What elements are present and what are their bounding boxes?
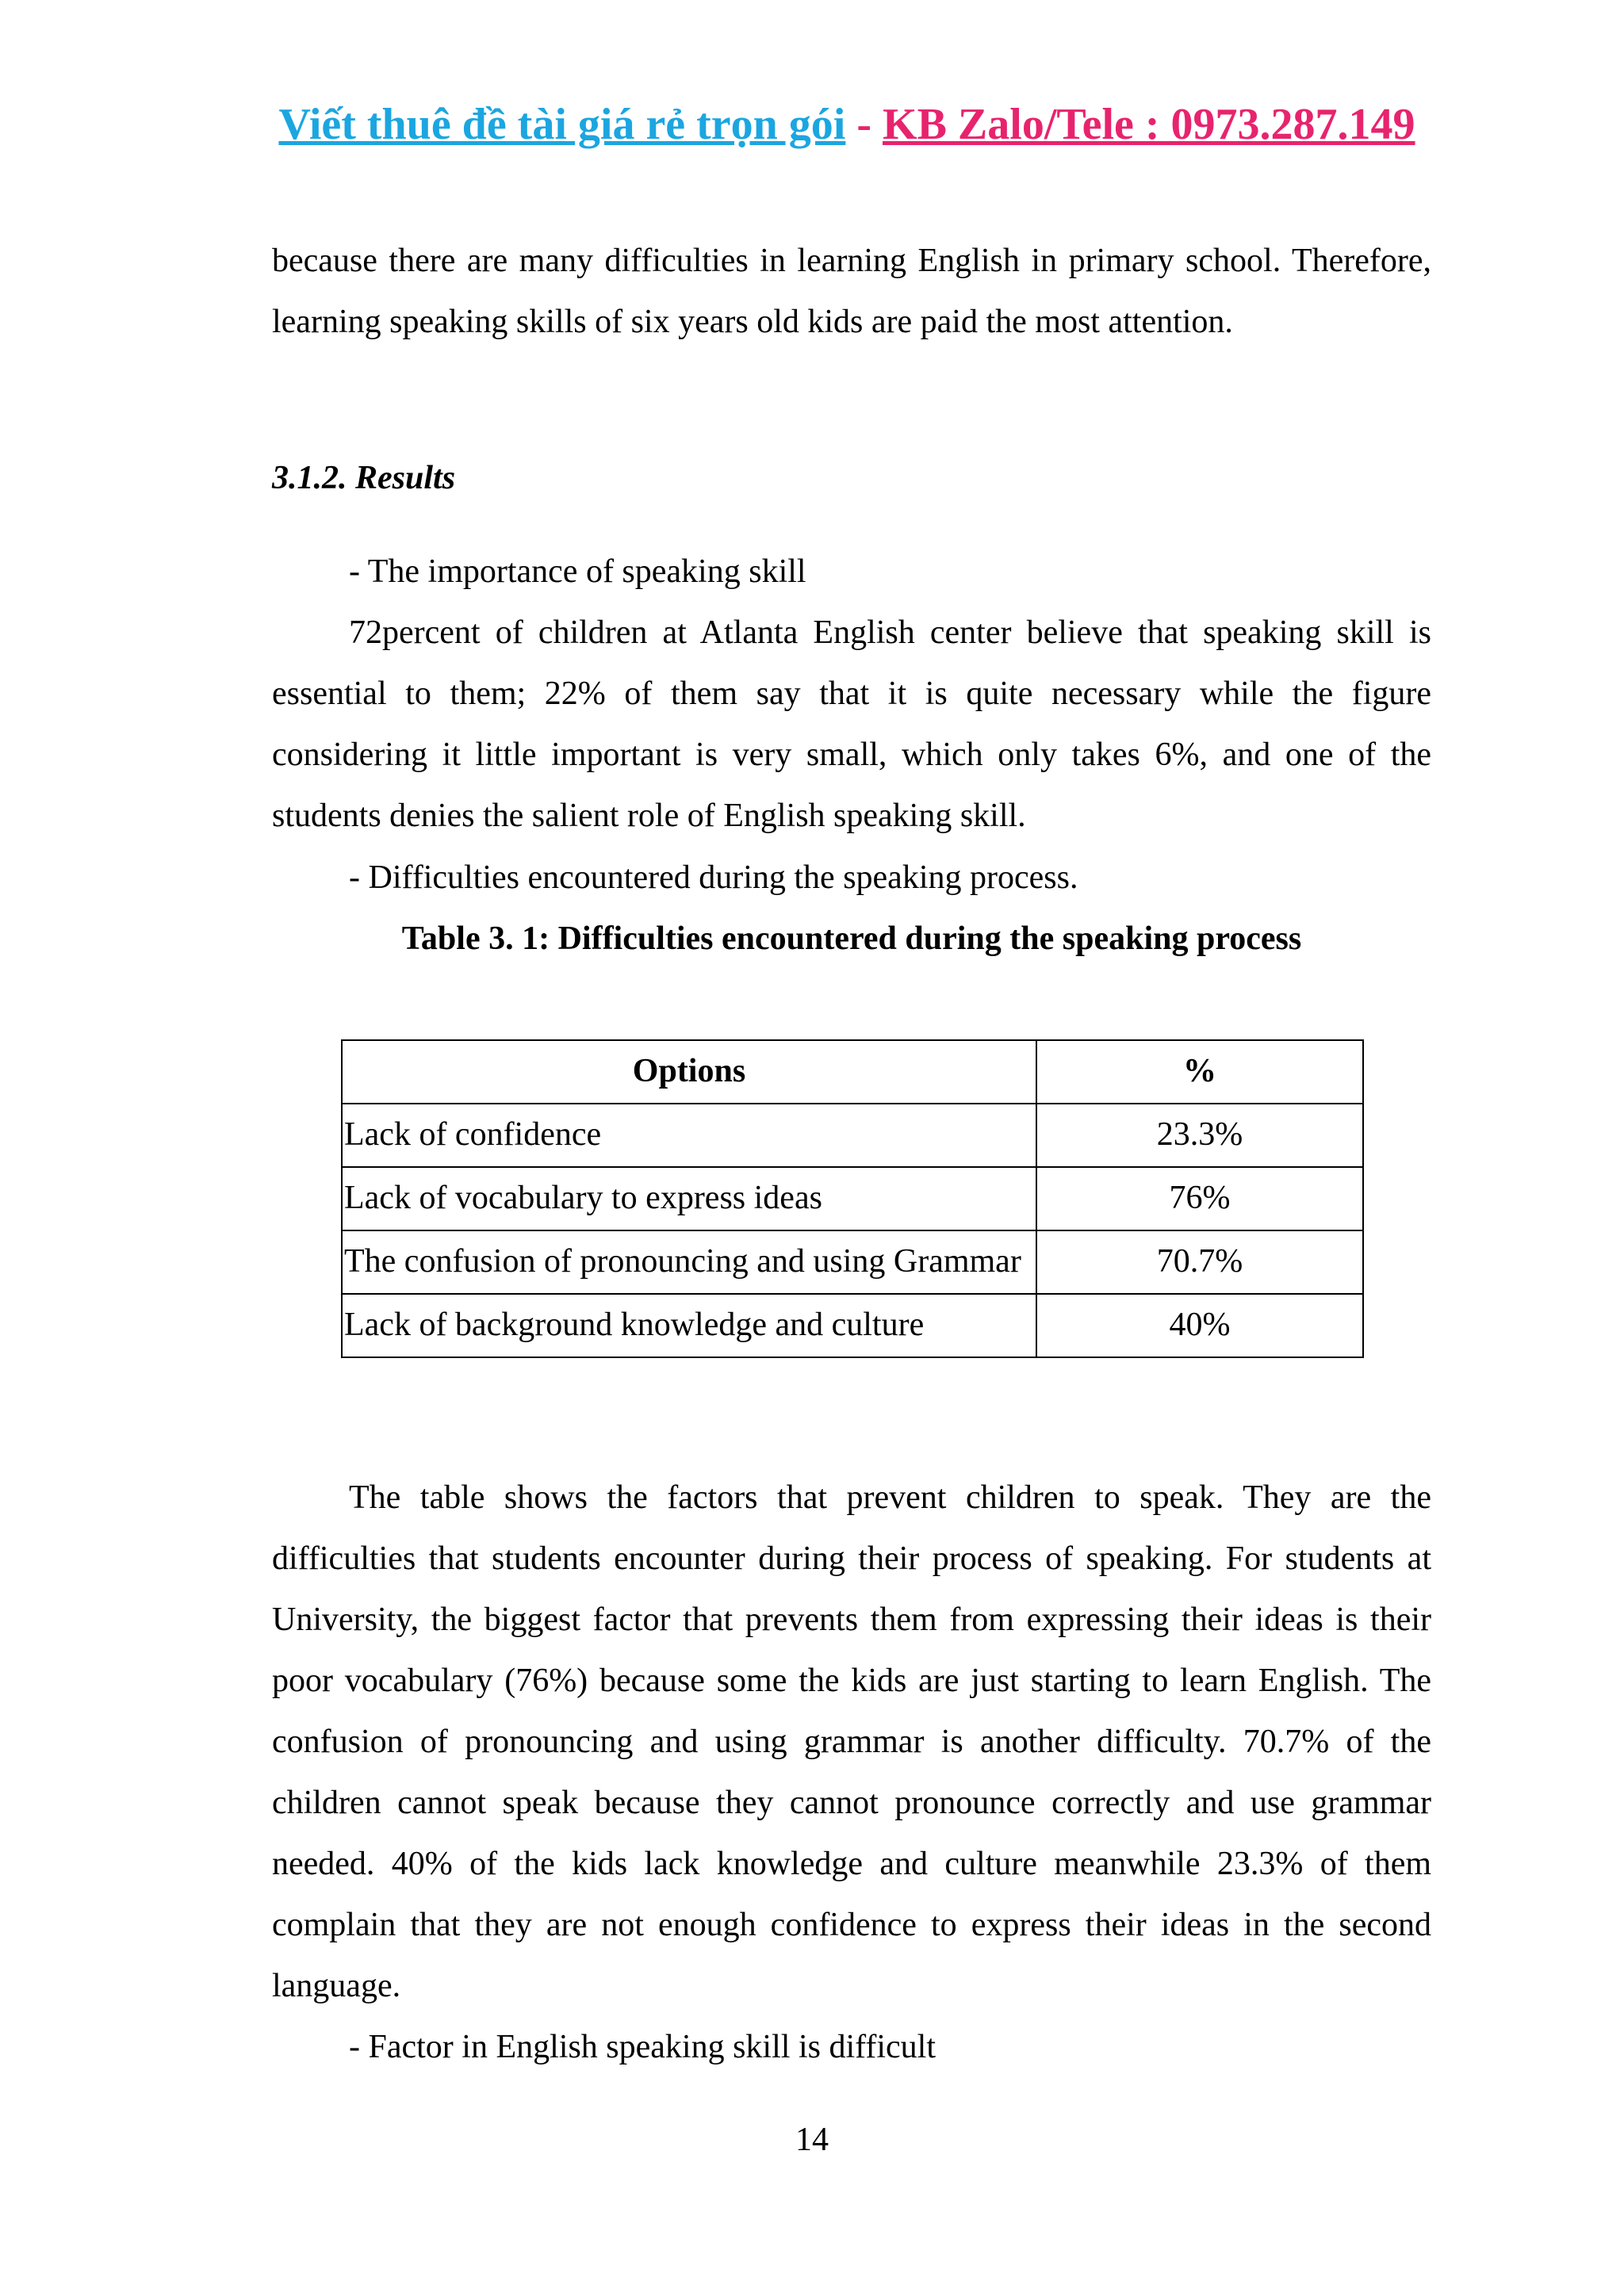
difficulties-table bbox=[341, 1039, 1364, 1358]
percent-cell: 23.3% bbox=[1036, 1104, 1363, 1167]
table-row bbox=[342, 1167, 1363, 1230]
table-caption: Table 3. 1: Difficulties encountered during the speaking process bbox=[401, 920, 1302, 957]
column-header-options: Options bbox=[342, 1040, 1036, 1104]
factor-bullet: - Factor in English speaking skill is difficult bbox=[349, 2029, 936, 2065]
ad-service-link[interactable]: Viết thuê đề tài giá rẻ trọn gói bbox=[278, 100, 846, 149]
importance-bullet: - The importance of speaking skill bbox=[349, 553, 806, 590]
difficulties-bullet: - Difficulties encountered during the speaking process. bbox=[349, 859, 1078, 896]
header-advertisement bbox=[272, 97, 1422, 152]
percent-cell: 40% bbox=[1036, 1294, 1363, 1357]
option-cell: Lack of confidence bbox=[342, 1104, 1036, 1167]
table-row bbox=[342, 1230, 1363, 1294]
percent-cell: 70.7% bbox=[1036, 1230, 1363, 1294]
importance-paragraph: 72percent of children at Atlanta English center believe that speaking skill is essential to them; 22% of them say that it is quite necessary while the figure considering it little important is very small, which only takes 6%, and one of the students denies the salient role of English speaking skill. bbox=[272, 614, 1431, 834]
option-cell: Lack of vocabulary to express ideas bbox=[342, 1167, 1036, 1230]
option-cell: Lack of background knowledge and culture bbox=[342, 1294, 1036, 1357]
column-header-percent: % bbox=[1036, 1040, 1363, 1104]
option-cell: The confusion of pronouncing and using Grammar bbox=[342, 1230, 1036, 1294]
percent-cell: 76% bbox=[1036, 1167, 1363, 1230]
analysis-paragraph: The table shows the factors that prevent children to speak. They are the difficulties that students encounter during their process of speaking. For students at University, the biggest factor that prevents them from expressing their ideas is their poor vocabulary (76%) because some the kids are just starting to learn English. The confusion of pronouncing and using grammar is another difficulty. 70.7% of the children cannot speak because they cannot pronounce correctly and use grammar needed. 40% of the kids lack knowledge and culture meanwhile 23.3% of them complain that they are not enough confidence to express their ideas in the second language. bbox=[272, 1479, 1431, 2004]
section-heading: 3.1.2. Results bbox=[272, 460, 456, 496]
table-row bbox=[342, 1104, 1363, 1167]
page-number: 14 bbox=[795, 2122, 829, 2158]
ad-separator: - bbox=[845, 100, 883, 149]
intro-paragraph: because there are many difficulties in learning English in primary school. Therefore, learning speaking skills of six years old kids are paid the most attention. bbox=[272, 243, 1431, 340]
table-header-row bbox=[342, 1040, 1363, 1104]
ad-contact-link[interactable]: KB Zalo/Tele : 0973.287.149 bbox=[883, 100, 1415, 149]
table-row bbox=[342, 1294, 1363, 1357]
